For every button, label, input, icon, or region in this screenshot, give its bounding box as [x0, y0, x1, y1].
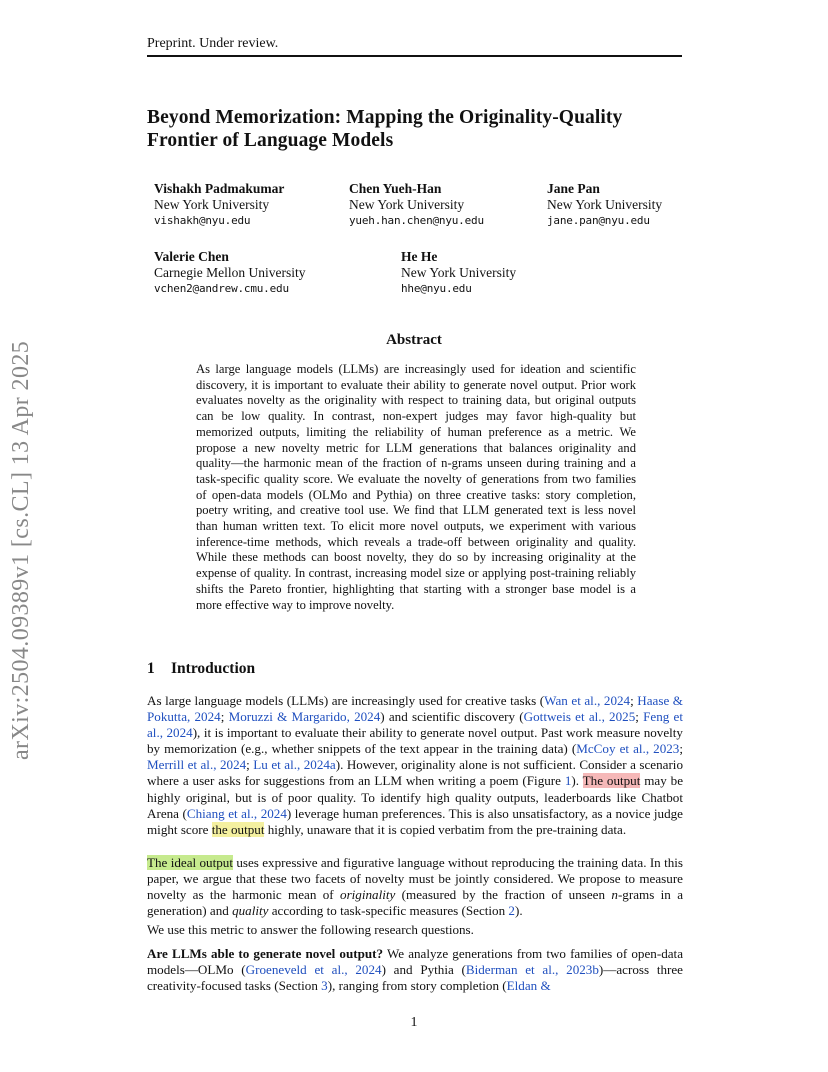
section-heading	[147, 660, 255, 678]
author-affiliation: New York University	[547, 197, 663, 212]
text-run: (measured by the fraction of unseen	[395, 887, 612, 903]
section-title: Introduction	[171, 660, 256, 677]
text-run: uses expressive and figurative language without reproducing the training data. In this paper, we argue that these two facets of novelty must be jointly considered. We propose to measure novelty as the harmonic mean of	[147, 855, 683, 903]
emphasis-text: Are LLMs able to generate novel output?	[147, 946, 384, 961]
highlighted-text: The ideal output	[147, 855, 233, 870]
author-email[interactable]: vishakh@nyu.edu	[154, 214, 251, 227]
citation-link[interactable]: Feng et al., 2024	[147, 709, 683, 741]
header-rule	[147, 55, 682, 57]
author-affiliation: Carnegie Mellon University	[154, 265, 306, 280]
author-email[interactable]: jane.pan@nyu.edu	[547, 214, 650, 227]
text-run: ). However, originality alone is not sufficient. Consider a scenario where a user asks for suggestions from an LLM when writing a poem (Figure	[147, 757, 683, 789]
author-block	[547, 181, 662, 229]
text-run: ;	[630, 693, 638, 708]
text-run: As large language models (LLMs) are increasingly used for creative tasks (	[147, 693, 545, 708]
running-head: Preprint. Under review.	[147, 36, 279, 51]
text-run: highly, unaware that it is copied verbatim from the pre-training data.	[264, 821, 627, 837]
citation-link[interactable]: Lu et al., 2024a	[253, 757, 336, 773]
author-block	[154, 181, 284, 229]
citation-link[interactable]: 1	[564, 773, 572, 789]
text-run: ).	[571, 773, 583, 789]
citation-link[interactable]: Biderman et al., 2023b	[465, 962, 599, 978]
citation-link[interactable]: 3	[321, 978, 328, 994]
text-run: ) leverage human preferences. This is also unsatisfactory, as a novice judge might score	[147, 805, 683, 837]
emphasis-text: originality	[340, 887, 396, 903]
author-name: Vishakh Padmakumar	[154, 181, 285, 196]
section-number: 1	[147, 660, 155, 677]
text-run: ) and Pythia (	[381, 962, 466, 978]
text-run: ;	[220, 709, 229, 725]
page-number: 1	[410, 1015, 418, 1030]
highlighted-text: the output	[211, 821, 265, 837]
text-run: ) and scientific discovery (	[380, 709, 524, 725]
citation-link[interactable]: Wan et al., 2024	[544, 693, 631, 708]
citation-link[interactable]: Haase & Pokutta, 2024	[147, 693, 683, 725]
text-run: may be highly original, but is of poor quality. To identify high quality outputs, leaderboards like Chatbot Arena (	[147, 773, 684, 821]
author-email[interactable]: yueh.han.chen@nyu.edu	[349, 214, 484, 227]
citation-link[interactable]: 2	[508, 903, 515, 919]
author-block	[401, 249, 516, 297]
text-run: -grams in a generation) and	[147, 887, 684, 919]
author-name: Valerie Chen	[154, 249, 229, 264]
text-run: ), it is important to evaluate their ability to generate novel output. Past work measure novelty by memorization (e.g., whether snippets of the text appear in the training data) (	[147, 725, 683, 757]
author-email[interactable]: hhe@nyu.edu	[401, 282, 472, 295]
text-run: ).	[514, 903, 523, 919]
author-affiliation: New York University	[154, 197, 270, 212]
author-email[interactable]: vchen2@andrew.cmu.edu	[154, 282, 289, 295]
citation-link[interactable]: Groeneveld et al., 2024	[245, 962, 382, 978]
intro-paragraph	[147, 693, 683, 838]
author-affiliation: New York University	[349, 197, 465, 212]
author-block	[154, 249, 305, 297]
abstract-heading: Abstract	[386, 332, 442, 348]
citation-link[interactable]: Gottweis et al., 2025	[523, 709, 636, 725]
citation-link[interactable]: Chiang et al., 2024	[186, 805, 287, 821]
author-name: Chen Yueh-Han	[349, 181, 442, 196]
citation-link[interactable]: Moruzzi & Margarido, 2024	[228, 709, 381, 725]
author-name: Jane Pan	[547, 181, 600, 196]
text-run: We analyze generations from two families of open-data models—OLMo (	[147, 946, 684, 978]
text-run: ;	[635, 709, 644, 725]
citation-link[interactable]: Eldan &	[506, 978, 551, 994]
emphasis-text: n	[611, 887, 618, 903]
intro-paragraph: We use this metric to answer the following research questions.	[147, 922, 474, 937]
text-run: ;	[246, 757, 254, 773]
intro-paragraph	[147, 855, 683, 919]
author-affiliation: New York University	[401, 265, 517, 280]
paper-title: Beyond Memorization: Mapping the Originality-Quality Frontier of Language Models	[147, 107, 623, 151]
author-name: He He	[401, 249, 438, 264]
abstract-text: As large language models (LLMs) are increasingly used for ideation and scientific discovery, it is important to evaluate their ability to generate novel output. Prior work evaluates novelty as the originality with respect to training data, but original outputs can be low quality. In contrast, non-expert judges may favor high-quality but memorized outputs, limiting the reliability of human preference as a metric. We propose a new novelty metric for LLM generations that balances originality and quality—the harmonic mean of the fraction of n-grams unseen during training and a task-specific quality score. We evaluate the novelty of generations from two families of open-data models (OLMo and Pythia) on three creative tasks: story completion, poetry writing, and creative tool use. We find that LLM generated text is less novel than human written text. To elicit more novel outputs, we experiment with various inference-time methods, which reveals a trade-off between originality and quality. While these methods can boost novelty, they do so by increasing originality at the expense of quality. In contrast, increasing model size or applying post-training reliably shifts the Pareto frontier, highlighting that starting with a stronger base model is a more effective way to improve novelty.	[196, 362, 636, 612]
citation-link[interactable]: McCoy et al., 2023	[576, 741, 680, 757]
text-run: )—across three creativity-focused tasks (Section	[147, 962, 683, 994]
intro-paragraph	[147, 946, 683, 994]
text-run: according to task-specific measures (Section	[268, 903, 509, 919]
emphasis-text: quality	[232, 903, 269, 919]
arxiv-identifier: arXiv:2504.09389v1 [cs.CL] 13 Apr 2025	[8, 340, 34, 760]
text-run: ), ranging from story completion (	[327, 978, 507, 994]
author-block	[349, 181, 484, 229]
highlighted-text: The output	[582, 773, 641, 789]
citation-link[interactable]: Merrill et al., 2024	[147, 757, 247, 773]
text-run: ;	[679, 741, 683, 757]
